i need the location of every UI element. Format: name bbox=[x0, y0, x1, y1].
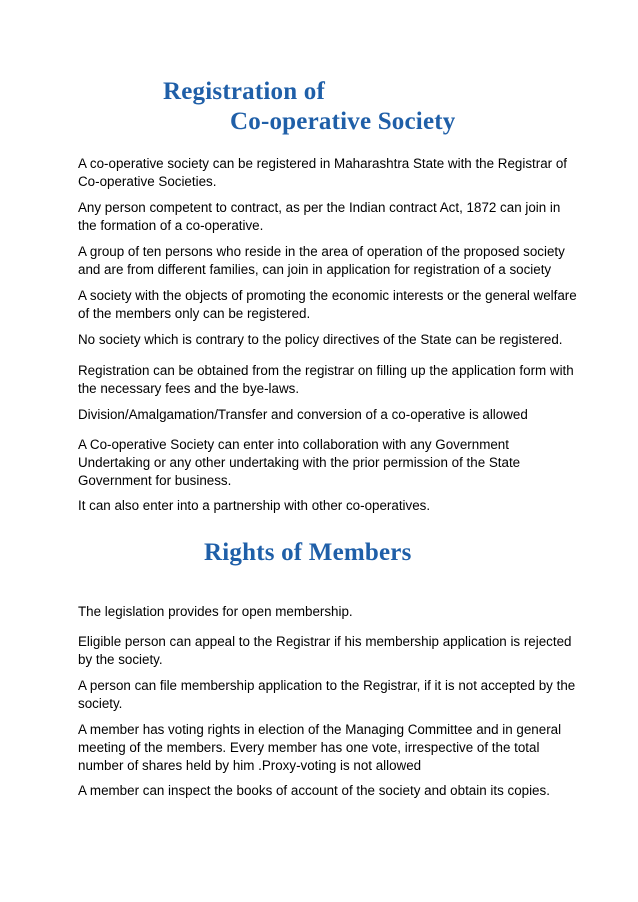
paragraph: A group of ten persons who reside in the area of operation of the proposed society and are from different families, can join in application for registration of a society bbox=[78, 244, 565, 277]
paragraph: It can also enter into a partnership with other co-operatives. bbox=[78, 498, 431, 513]
rights-heading: Rights of Members bbox=[204, 539, 412, 566]
paragraph: A member can inspect the books of account of the society and obtain its copies. bbox=[78, 783, 550, 798]
paragraph: A Co-operative Society can enter into collaboration with any Government Undertaking or any other undertaking with the prior permission of the State Government for business. bbox=[78, 437, 521, 488]
paragraph: A co-operative society can be registered in Maharashtra State with the Registrar of Co-operative Societies. bbox=[78, 156, 568, 189]
paragraph: Eligible person can appeal to the Registrar if his membership application is rejected by the society. bbox=[78, 634, 572, 667]
paragraph: Any person competent to contract, as per the Indian contract Act, 1872 can join in the formation of a co-operative. bbox=[78, 200, 561, 233]
paragraph: Division/Amalgamation/Transfer and conversion of a co-operative is allowed bbox=[78, 407, 528, 422]
paragraph: Registration can be obtained from the registrar on filling up the application form with the necessary fees and the bye-laws. bbox=[78, 363, 574, 396]
document-title-line-2: Co-operative Society bbox=[230, 108, 456, 135]
paragraph: A member has voting rights in election of the Managing Committee and in general meeting of the members. Every member has one vote, irrespective of the total number of shares held by him .Proxy-voting is not allowed bbox=[78, 722, 562, 773]
paragraph: A person can file membership application to the Registrar, if it is not accepted by the society. bbox=[78, 678, 576, 711]
paragraph: No society which is contrary to the policy directives of the State can be registered. bbox=[78, 332, 563, 347]
paragraph: A society with the objects of promoting the economic interests or the general welfare of the members only can be registered. bbox=[78, 288, 577, 321]
paragraph: The legislation provides for open membership. bbox=[78, 604, 353, 619]
document-title-line-1: Registration of bbox=[163, 78, 325, 105]
